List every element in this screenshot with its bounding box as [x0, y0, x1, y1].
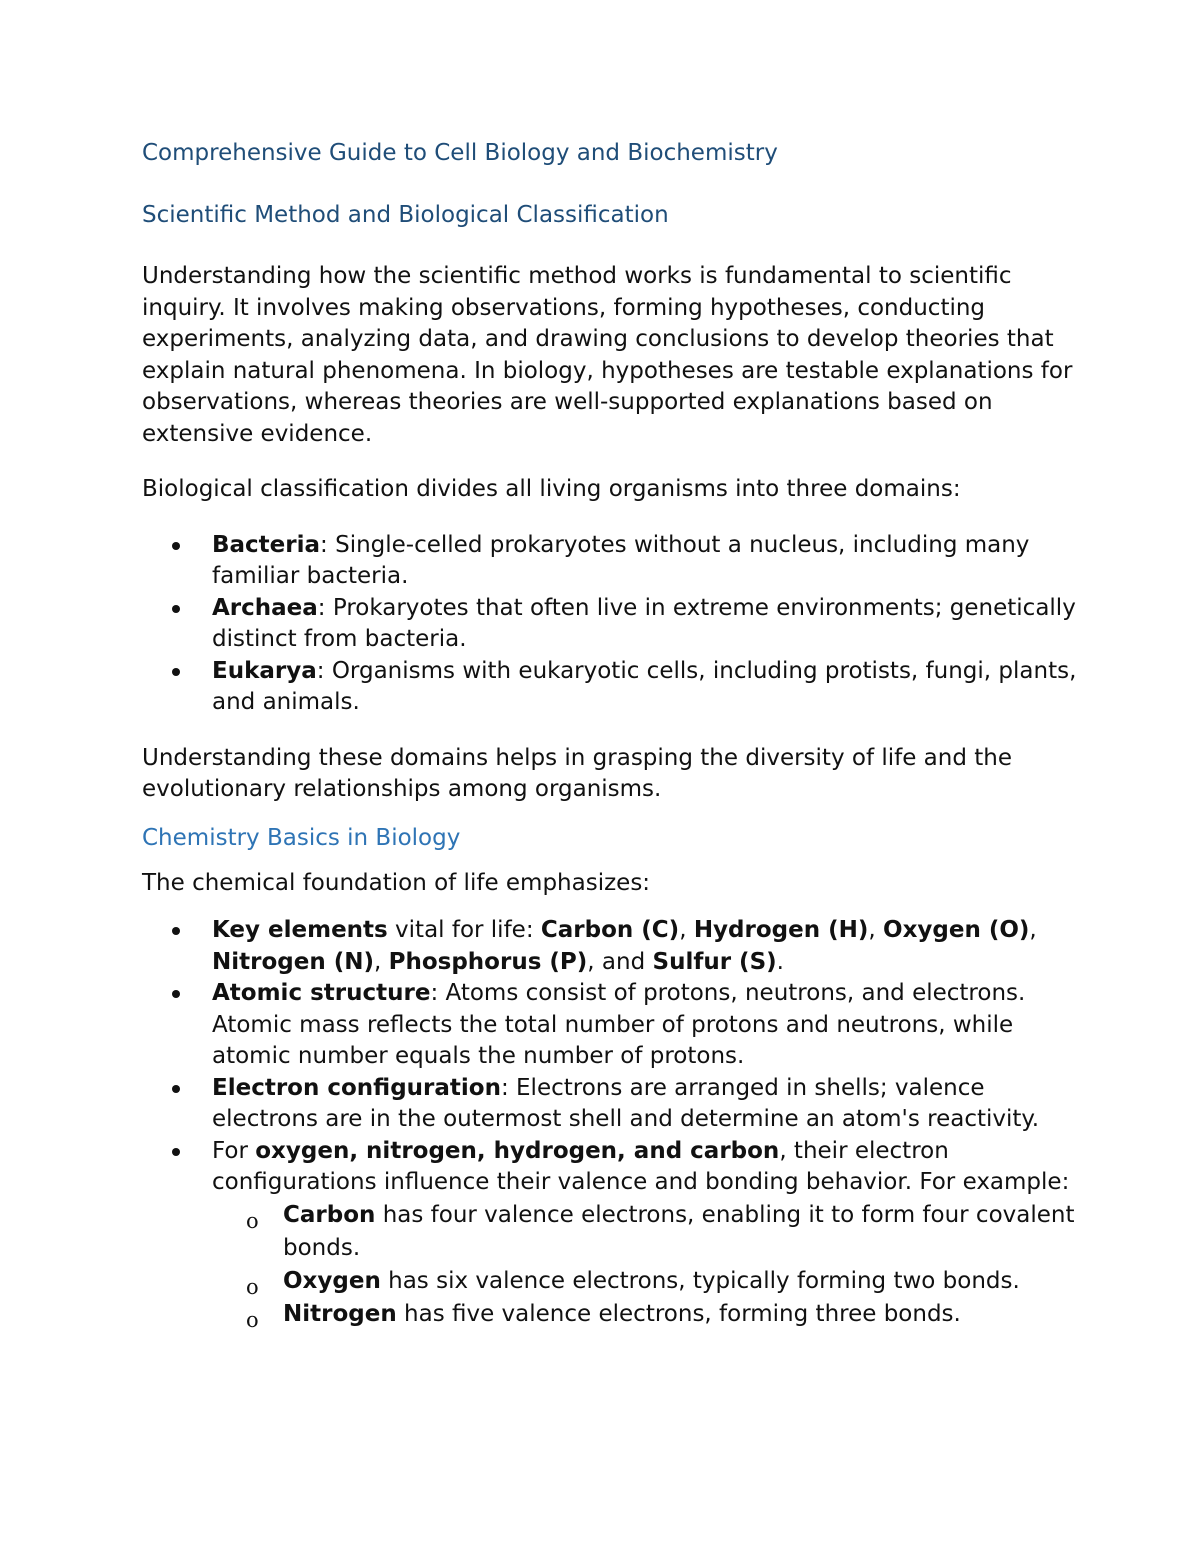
- bullet-icon: [172, 927, 180, 935]
- sub-item-nitrogen: [246, 1298, 1082, 1332]
- list-item-eukarya: [212, 656, 1082, 719]
- text-segment: vital for life:: [387, 917, 541, 943]
- term-archaea: Archaea: [212, 594, 318, 621]
- list-item-valence: [212, 1136, 1082, 1331]
- element-oxygen: Oxygen (O): [883, 917, 1030, 943]
- text-segment: , and: [587, 948, 653, 975]
- description-valence: , their electron configurations influence their valence and bonding behavior. For example:: [212, 1137, 1070, 1195]
- document-title: Comprehensive Guide to Cell Biology and Biochemistry: [142, 140, 778, 166]
- element-nitrogen: Nitrogen (N): [212, 948, 374, 975]
- paragraph-domains-intro: Biological classification divides all living organisms into three domains:: [142, 476, 961, 502]
- term-nitrogen: Nitrogen: [283, 1300, 397, 1327]
- description-nitrogen: has five valence electrons, forming three bonds.: [396, 1300, 961, 1327]
- list-item-bacteria: [212, 530, 1082, 593]
- text-segment: .: [776, 948, 784, 975]
- element-carbon: Carbon (C): [540, 917, 680, 943]
- text-segment: ,: [374, 948, 389, 975]
- description-electron-configuration: : Electrons are arranged in shells; valence electrons are in the outermost shell and determine an atom's reactivity.: [212, 1074, 1040, 1132]
- text-segment: ,: [679, 917, 694, 943]
- text-segment: ,: [1029, 917, 1037, 943]
- sub-bullet-icon: o: [246, 1274, 259, 1299]
- list-item-archaea: [212, 593, 1082, 656]
- element-phosphorus: Phosphorus (P): [388, 948, 588, 975]
- term-valence-elements: oxygen, nitrogen, hydrogen, and carbon: [255, 1137, 780, 1164]
- list-item-electron-configuration: [212, 1073, 1082, 1136]
- list-item-atomic-structure: [212, 978, 1082, 1073]
- term-atomic-structure: Atomic structure: [212, 980, 431, 1006]
- element-hydrogen: Hydrogen (H): [693, 917, 869, 943]
- domains-list: [142, 530, 1082, 719]
- text-segment: For: [212, 1137, 256, 1164]
- term-carbon: Carbon: [283, 1201, 376, 1228]
- description-eukarya: : Organisms with eukaryotic cells, including protists, fungi, plants, and animals.: [212, 657, 1077, 715]
- sub-item-carbon: [246, 1199, 1082, 1265]
- section-heading-chemistry-basics: Chemistry Basics in Biology: [142, 824, 461, 851]
- chemistry-list: [142, 915, 1082, 1331]
- term-oxygen: Oxygen: [283, 1267, 381, 1294]
- bullet-icon: [172, 990, 180, 998]
- element-sulfur: Sulfur (S): [652, 948, 777, 975]
- list-item-key-elements: [212, 915, 1082, 978]
- description-archaea: : Prokaryotes that often live in extreme environments; genetically distinct from bacteria.: [212, 594, 1076, 652]
- document-body: [142, 137, 1082, 1355]
- bullet-icon: [172, 1148, 180, 1156]
- section-heading-scientific-method: Scientific Method and Biological Classification: [142, 202, 669, 228]
- paragraph-chemistry-intro: The chemical foundation of life emphasizes:: [142, 869, 651, 896]
- bullet-icon: [172, 1085, 180, 1093]
- valence-examples-list: [212, 1199, 1082, 1331]
- description-bacteria: : Single-celled prokaryotes without a nucleus, including many familiar bacteria.: [212, 531, 1030, 589]
- sub-item-oxygen: [246, 1265, 1082, 1299]
- bullet-icon: [172, 542, 180, 550]
- paragraph-domains-conclusion: Understanding these domains helps in grasping the diversity of life and the evolutionary relationships among organisms.: [142, 744, 1013, 802]
- sub-bullet-icon: o: [246, 1307, 259, 1332]
- description-oxygen: has six valence electrons, typically forming two bonds.: [380, 1267, 1020, 1294]
- sub-bullet-icon: o: [246, 1208, 259, 1233]
- paragraph-scientific-method: Understanding how the scientific method works is fundamental to scientific inquiry. It involves making observations, forming hypotheses, conducting experiments, analyzing data, and drawing conclusions to develop theories that explain natural phenomena. In biology, hypotheses are testable explanations for observations, whereas theories are well-supported explanations based on extensive evidence.: [142, 263, 1073, 447]
- bullet-icon: [172, 668, 180, 676]
- text-segment: ,: [868, 917, 884, 943]
- term-key-elements: Key elements: [212, 917, 388, 943]
- description-atomic-structure: : Atoms consist of protons, neutrons, and electrons. Atomic mass reflects the total number of protons and neutrons, while atomic number equals the number of protons.: [212, 980, 1026, 1069]
- term-eukarya: Eukarya: [212, 657, 317, 684]
- bullet-icon: [172, 605, 180, 613]
- description-carbon: has four valence electrons, enabling it to form four covalent bonds.: [283, 1201, 1075, 1261]
- term-bacteria: Bacteria: [212, 531, 321, 558]
- term-electron-configuration: Electron configuration: [212, 1074, 501, 1101]
